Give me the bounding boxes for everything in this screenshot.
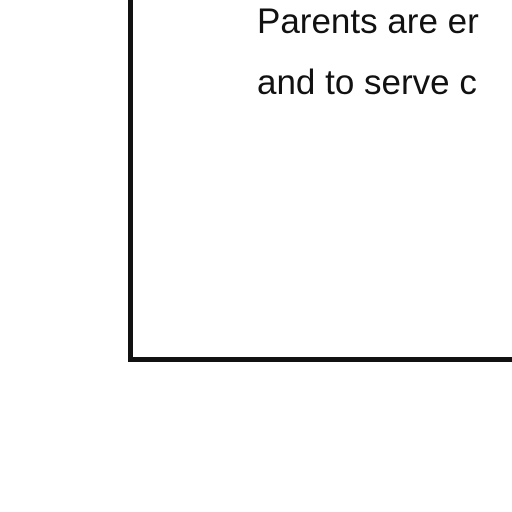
text-line-2: and to serve c [257,63,477,102]
text-line-1: Parents are er [257,2,479,41]
bordered-text-box [128,0,512,362]
